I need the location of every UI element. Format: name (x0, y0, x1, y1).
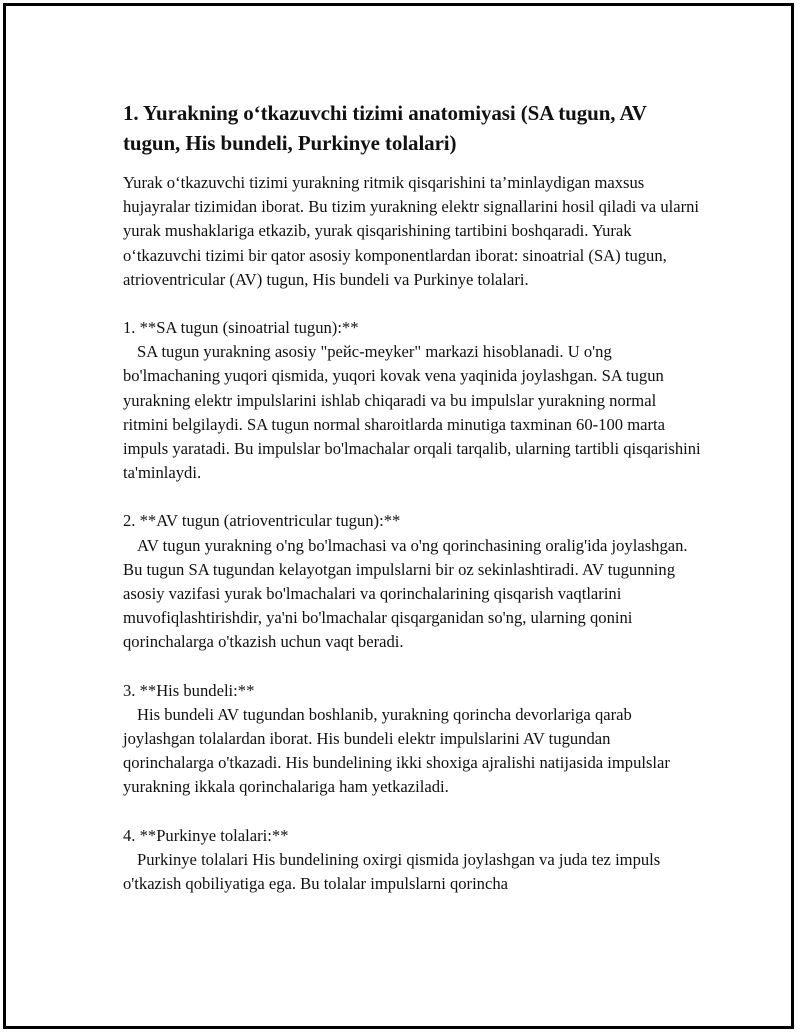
section-body: SA tugun yurakning asosiy "рейс-meyker" markazi hisoblanadi. U o'ng bo'lmachaning yuqori qismida, yuqori kovak vena yaqinida joylashgan. SA tugun yurakning elektr impulslarini ishlab chiqaradi va bu impulslar yurakning normal ritmini belgilaydi. SA tugun normal sharoitlarda minutiga taxminan 60-100 marta impuls yaratadi. Bu impulslar bo'lmachalar orqali tarqalib, ularning tartibli qisqarishini ta'minlaydi. (123, 342, 701, 483)
section-his-bundle (123, 679, 703, 800)
section-heading: 4. **Purkinye tolalari:** (123, 825, 289, 845)
section-heading: 3. **His bundeli:** (123, 680, 255, 700)
section-heading: 1. **SA tugun (sinoatrial tugun):** (123, 318, 359, 338)
section-purkinje-fibers (123, 824, 703, 897)
section-body: Purkinye tolalari His bundelining oxirgi qismida joylashgan va juda tez impuls o'tkazish qobiliyatiga ega. Bu tolalar impulslarni qorincha (123, 849, 661, 894)
document-content (123, 98, 703, 896)
section-heading: 2. **AV tugun (atrioventricular tugun):** (123, 511, 401, 531)
section-body: His bundeli AV tugundan boshlanib, yurakning qorincha devorlariga qarab joylashgan tolalardan iborat. His bundeli elektr impulslarini AV tugundan qorinchalarga o'tkazadi. His bundelining ikki shoxiga ajralishi natijasida impulslar yurakning ikkala qorinchalariga ham yetkaziladi. (123, 704, 670, 797)
section-body: AV tugun yurakning o'ng bo'lmachasi va o'ng qorinchasining oralig'ida joylashgan. Bu tugun SA tugundan kelayotgan impulslarni bir oz sekinlashtiradi. AV tugunning asosiy vazifasi yurak bo'lmachalari va qorinchalarining qisqarish vaqtlarini muvofiqlashtirishdir, ya'ni bo'lmachalar qisqarganidan so'ng, ularning qonini qorinchalarga o'tkazish uchun vaqt beradi. (123, 535, 688, 652)
document-title: 1. Yurakning o‘tkazuvchi tizimi anatomiyasi (SA tugun, AV tugun, His bundeli, Purkinye tolalari) (123, 101, 647, 155)
intro-paragraph: Yurak o‘tkazuvchi tizimi yurakning ritmik qisqarishini ta’minlaydigan maxsus hujayralar tizimidan iborat. Bu tizim yurakning elektr signallarini hosil qiladi va ularni yurak mushaklariga etkazib, yurak qisqarishining tartibini boshqaradi. Yurak o‘tkazuvchi tizimi bir qator asosiy komponentlardan iborat: sinoatrial (SA) tugun, atrioventricular (AV) tugun, His bundeli va Purkinye tolalari. (123, 173, 704, 289)
section-sa-node (123, 316, 703, 485)
section-av-node (123, 509, 703, 654)
page-frame (3, 3, 794, 1029)
